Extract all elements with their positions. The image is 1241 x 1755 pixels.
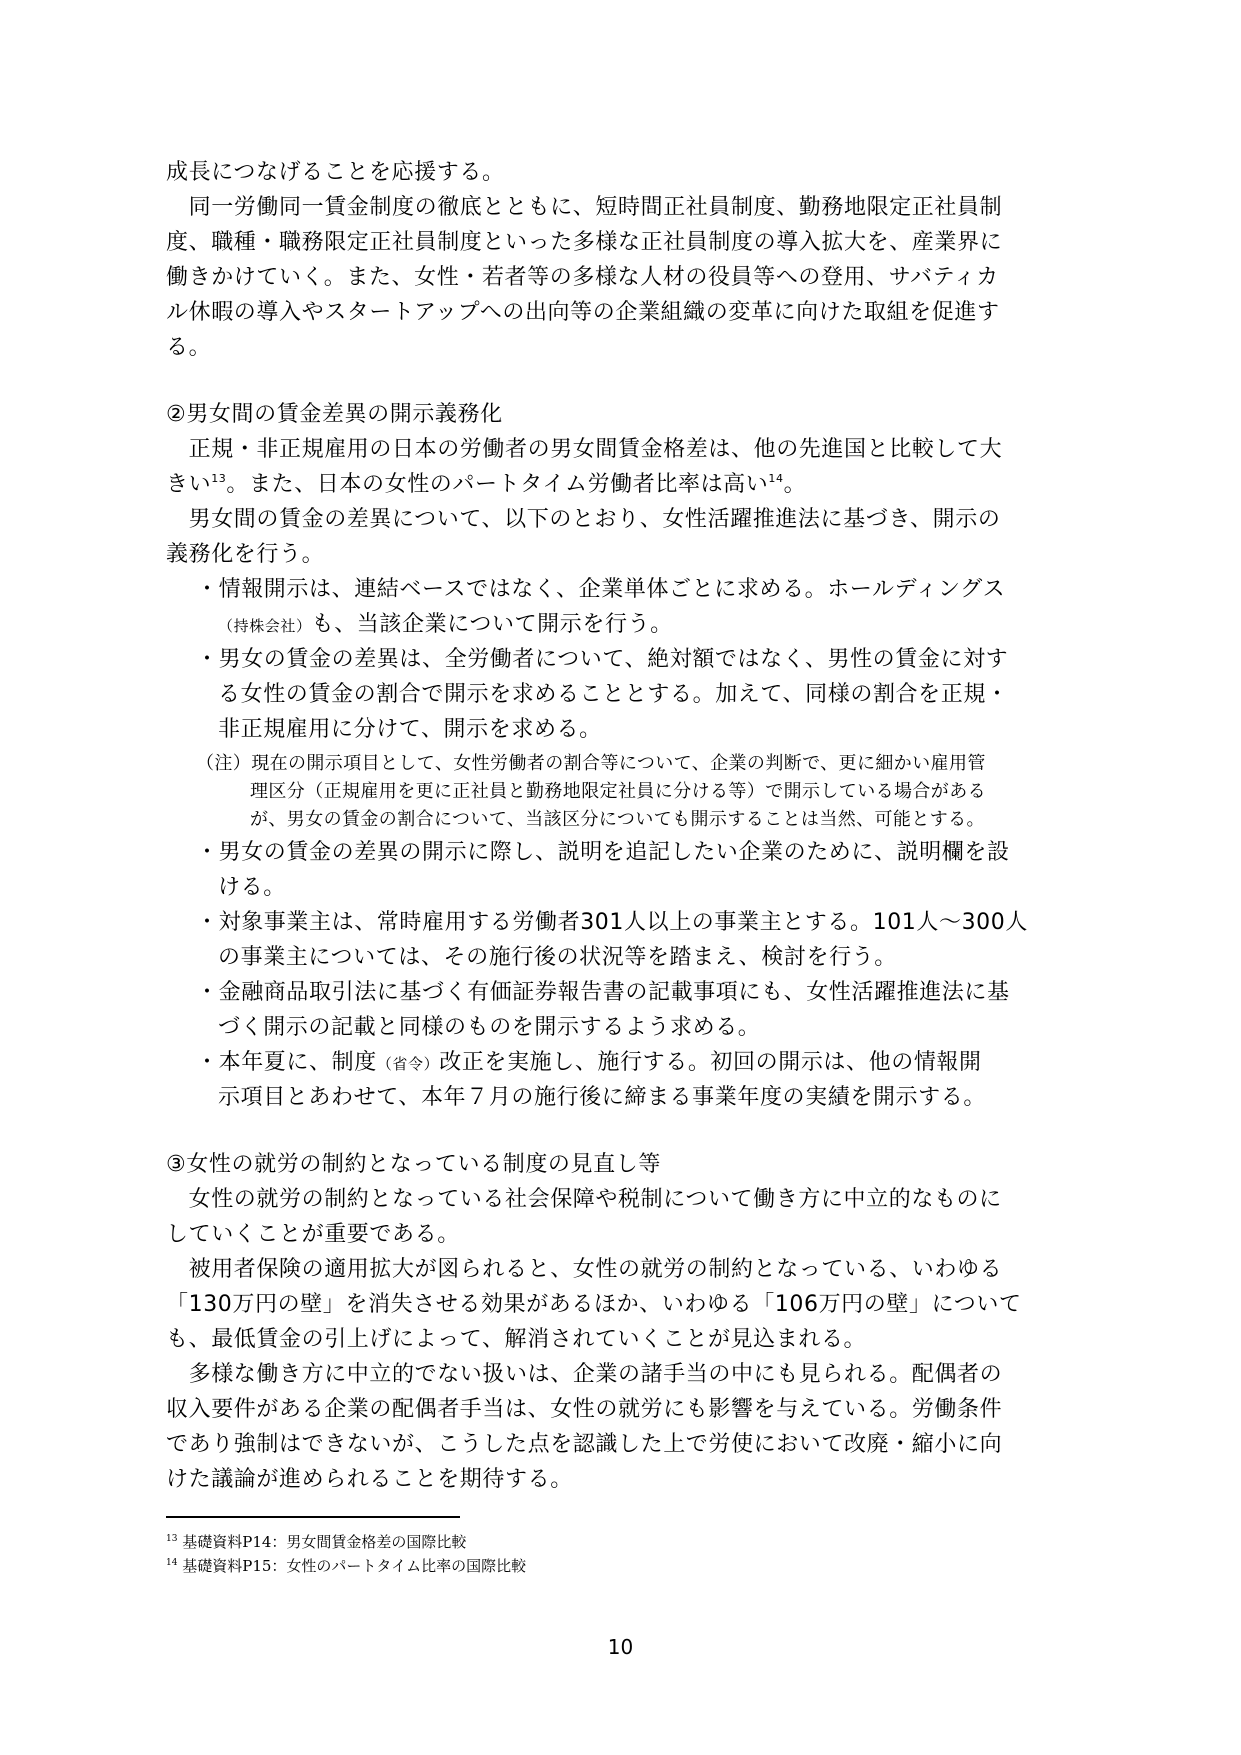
body-text-segment: も、当該企業について開示を行う。 xyxy=(311,612,673,637)
body-text-segment: 。 xyxy=(783,472,807,497)
bullet-continuation: る女性の賃金の割合で開示を求めることとする。加えて、同様の割合を正規・ xyxy=(218,682,1009,707)
body-text-line: も、最低賃金の引上げによって、解消されていくことが見込まれる。 xyxy=(166,1327,867,1352)
body-text-segment: 。また、日本の女性のパートタイム労働者比率は高い xyxy=(226,472,769,497)
bullet-continuation: の事業主については、その施行後の状況等を踏まえ、検討を行う。 xyxy=(218,945,897,970)
bullet-continuation: 示項目とあわせて、本年７月の施行後に締まる事業年度の実績を開示する。 xyxy=(218,1085,986,1110)
body-text-line: していくことが重要である。 xyxy=(166,1222,460,1247)
bullet-item: ・金融商品取引法に基づく有価証券報告書の記載事項にも、女性活躍推進法に基 xyxy=(196,980,1010,1005)
body-text-line: であり強制はできないが、こうした点を認識した上で労使において改廃・縮小に向 xyxy=(166,1432,1003,1457)
body-text-segment: 改正を実施し、施行する。初回の開示は、他の情報開 xyxy=(439,1050,982,1075)
note-line: （注）現在の開示項目として、女性労働者の割合等について、企業の判断で、更に細かい雇用管 xyxy=(196,753,986,774)
bullet-continuation xyxy=(218,610,673,641)
body-text-line: ル休暇の導入やスタートアップへの出向等の企業組織の変革に向けた取組を促進す xyxy=(166,300,1000,325)
body-text-line: 成長につなげることを応援する。 xyxy=(166,160,505,185)
body-text-line: 被用者保険の適用拡大が図られると、女性の就労の制約となっている、いわゆる xyxy=(166,1257,1003,1282)
section-heading: ②男女間の賃金差異の開示義務化 xyxy=(166,402,503,427)
body-text-line xyxy=(166,470,806,500)
body-text-segment: きい xyxy=(166,472,212,497)
body-text-line: 女性の就労の制約となっている社会保障や税制について働き方に中立的なものに xyxy=(166,1187,1002,1212)
bullet-item: ・男女の賃金の差異は、全労働者について、絶対額ではなく、男性の賃金に対す xyxy=(196,647,1009,672)
body-text-line: けた議論が進められることを期待する。 xyxy=(166,1467,573,1492)
page-number: 10 xyxy=(607,1635,634,1659)
footnote xyxy=(166,1556,526,1576)
footnote-ref: 13 xyxy=(211,472,227,485)
footnote-text: 基礎資料P14：男女間賃金格差の国際比較 xyxy=(182,1533,467,1551)
body-text-line: 同一労働同一賃金制度の徹底とともに、短時間正社員制度、勤務地限定正社員制 xyxy=(166,195,1003,220)
bullet-item xyxy=(196,1048,982,1079)
section-heading: ③女性の就労の制約となっている制度の見直し等 xyxy=(166,1152,661,1177)
body-text-line: 「130万円の壁」を消失させる効果があるほか、いわゆる「106万円の壁」について xyxy=(166,1292,1022,1317)
body-text-segment: ・本年夏に、制度 xyxy=(196,1050,377,1075)
holdings-note: （持株会社） xyxy=(218,617,312,635)
note-line: 理区分（正規雇用を更に正社員と勤務地限定社員に分ける等）で開示している場合がある xyxy=(250,781,986,802)
footnote-ref: 14 xyxy=(768,472,784,485)
footnote xyxy=(166,1532,466,1552)
body-text-line: 度、職種・職務限定正社員制度といった多様な正社員制度の導入拡大を、産業界に xyxy=(166,230,1003,255)
body-text-line: 多様な働き方に中立的でない扱いは、企業の諸手当の中にも見られる。配偶者の xyxy=(166,1362,1003,1387)
bullet-continuation: 非正規雇用に分けて、開示を求める。 xyxy=(218,717,602,742)
bullet-continuation: ける。 xyxy=(218,875,286,900)
footnote-number: 13 xyxy=(166,1534,178,1544)
bullet-item: ・情報開示は、連結ベースではなく、企業単体ごとに求める。ホールディングス xyxy=(196,577,1006,602)
bullet-continuation: づく開示の記載と同様のものを開示するよう求める。 xyxy=(218,1015,761,1040)
footnote-text: 基礎資料P15：女性のパートタイム比率の国際比較 xyxy=(182,1557,527,1575)
body-text-line: 正規・非正規雇用の日本の労働者の男女間賃金格差は、他の先進国と比較して大 xyxy=(166,437,1003,462)
body-text-line: る。 xyxy=(166,335,212,360)
body-text-line: 男女間の賃金の差異について、以下のとおり、女性活躍推進法に基づき、開示の xyxy=(166,507,1001,532)
body-text-line: 働きかけていく。また、女性・若者等の多様な人材の役員等への登用、サバティカ xyxy=(166,265,999,290)
body-text-line: 義務化を行う。 xyxy=(166,542,325,567)
body-text-line: 収入要件がある企業の配偶者手当は、女性の就労にも影響を与えている。労働条件 xyxy=(166,1397,1003,1422)
ordinance-note: （省令） xyxy=(376,1055,440,1073)
footnote-divider xyxy=(166,1516,460,1518)
note-line: が、男女の賃金の割合について、当該区分についても開示することは当然、可能とする。 xyxy=(250,809,985,830)
footnote-number: 14 xyxy=(166,1558,178,1568)
bullet-item: ・対象事業主は、常時雇用する労働者301人以上の事業主とする。101人～300人 xyxy=(196,910,1028,935)
bullet-item: ・男女の賃金の差異の開示に際し、説明を追記したい企業のために、説明欄を設 xyxy=(196,840,1010,865)
